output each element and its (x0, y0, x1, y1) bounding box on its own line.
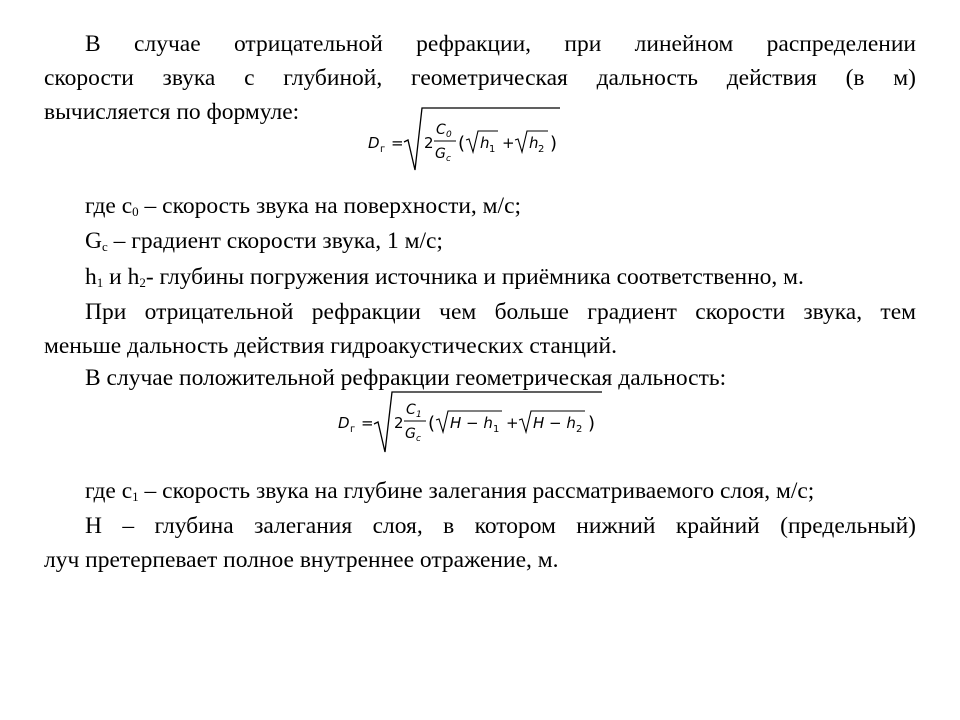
formula2-root1-sub: 1 (493, 424, 500, 435)
formula-positive-refraction (330, 388, 620, 460)
formula1-root2-sub: 2 (538, 144, 545, 155)
formula1-den-sub: c (446, 154, 451, 164)
intro-line-1: В случае отрицательной рефракции, при линейном распределении (85, 31, 916, 57)
formula2-root2: H − h (533, 414, 576, 432)
formula2-coef: 2 (394, 414, 404, 432)
formula1-root2: h (529, 134, 539, 152)
def-c1: где $с_1$ – скорость звука на глубине залегания рассматриваемого слоя, м/с; (85, 478, 815, 504)
formula2-root2-sub: 2 (576, 424, 583, 435)
formula-negative-refraction (360, 104, 580, 176)
gradient-paragraph (44, 295, 916, 363)
gradient-line-1: При отрицательной рефракции чем больше градиент скорости звука, тем (85, 299, 916, 325)
formula1-num-sub: 0 (446, 130, 452, 140)
formula1-eq: = (391, 134, 404, 152)
formula2-lhs: D (338, 414, 350, 432)
definitions-c1 (44, 474, 916, 508)
positive-line-1: В случае положительной рефракции геометрическая дальность: (85, 365, 727, 391)
formula1-lhs: D (368, 134, 380, 152)
formula1-open-paren: ( (458, 133, 466, 154)
intro-line-3: вычисляется по формуле: (44, 99, 300, 125)
def-h: $h_1$ и $h_2-$ глубины погружения источника и приёмника соответственно, м. (85, 264, 804, 290)
formula1-root1-sub: 1 (489, 144, 496, 155)
formula2-den-sub: c (416, 434, 421, 444)
formula2-plus: + (506, 414, 519, 432)
def-H-line-2: луч претерпевает полное внутреннее отражение, м. (44, 547, 559, 573)
formula1-close-paren: ) (550, 133, 558, 154)
formula1-coef: 2 (424, 134, 434, 152)
formula1-lhs-sub: г (380, 144, 386, 155)
formula2-lhs-sub: г (350, 424, 356, 435)
formula1-root1: h (480, 134, 490, 152)
definitions-1 (44, 189, 916, 223)
formula1-plus: + (502, 134, 515, 152)
def-H-line-1: Н – глубина залегания слоя, в котором нижний крайний (предельный) (85, 513, 916, 539)
def-gc: $G_c$ – градиент скорости звука, 1 м/с; (85, 228, 443, 254)
gradient-line-2: меньше дальность действия гидроакустических станций. (44, 333, 617, 359)
definitions-h (44, 260, 916, 294)
formula2-open-paren: ( (428, 413, 436, 434)
definitions-H (44, 509, 916, 577)
formula2-root1: H − h (450, 414, 493, 432)
intro-line-2: скорости звука с глубиной, геометрическая дальность действия (в м) (44, 65, 916, 91)
formula1-den: G (435, 146, 446, 162)
formula1-num: C (436, 122, 446, 138)
formula2-den: G (405, 426, 416, 442)
formula2-close-paren: ) (588, 413, 596, 434)
formula2-num-sub: 1 (416, 410, 422, 420)
def-c0: где $с_0$ – скорость звука на поверхности, м/с; (85, 193, 522, 219)
formula2-eq: = (361, 414, 374, 432)
definitions-gc (44, 224, 916, 258)
formula2-num: C (406, 402, 416, 418)
